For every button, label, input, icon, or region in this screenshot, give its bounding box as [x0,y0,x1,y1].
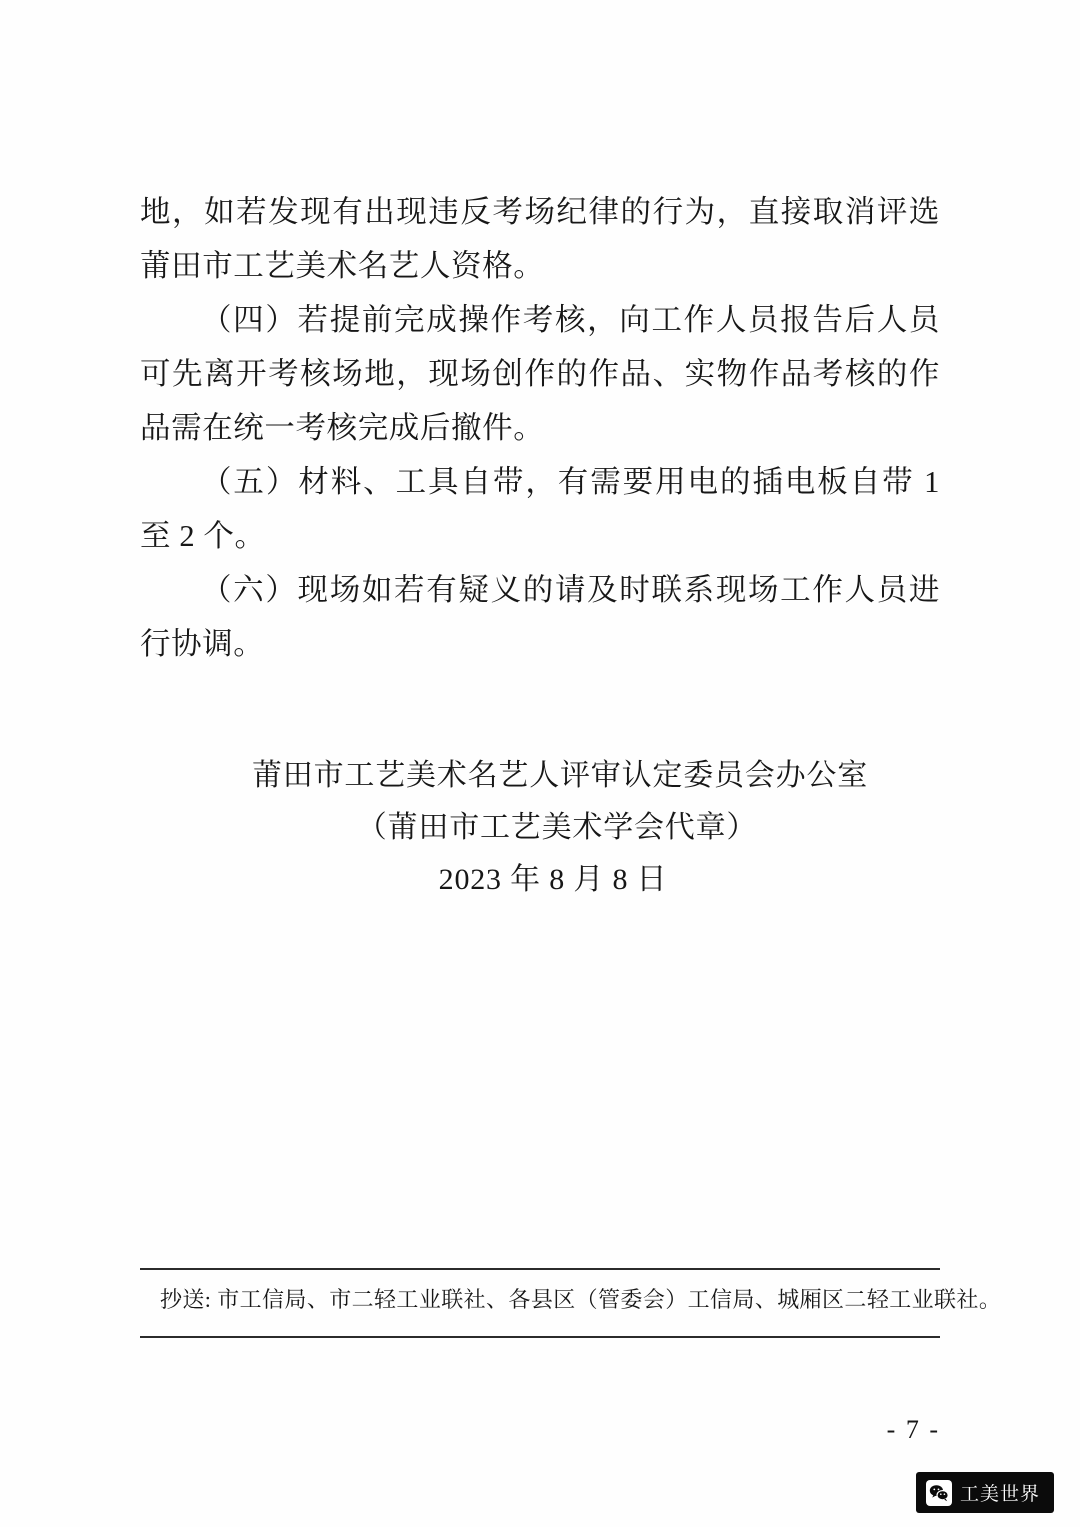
signature-organization: 莆田市工艺美术名艺人评审认定委员会办公室 [252,759,868,792]
wechat-icon [926,1480,952,1506]
paragraph-item-6: （六）现场如若有疑义的请及时联系现场工作人员进行协调。 [140,573,940,661]
paragraph-item-4: （四）若提前完成操作考核，向工作人员报告后人员可先离开考核场地，现场创作的作品、实物作品考核的作品需在统一考核完成后撤件。 [140,303,940,445]
footer-divider-top [140,1268,940,1270]
document-body [140,185,940,671]
paragraph-continuation: 地，如若发现有出现违反考场纪律的行为，直接取消评选莆田市工艺美术名艺人资格。 [140,195,940,283]
footer-distribution: 抄送: 市工信局、市二轻工业联社、各县区（管委会）工信局、城厢区二轻工业联社。 [160,1287,1002,1312]
signature-seal-note: （莆田市工艺美术学会代章） [356,811,758,844]
signature-block [140,750,940,906]
watermark-badge [916,1472,1054,1513]
paragraph-item-5: （五）材料、工具自带，有需要用电的插电板自带 1 至 2 个。 [140,465,940,553]
page-number: - 7 - [886,1415,940,1444]
signature-date: 2023 年 8 月 8 日 [438,863,668,896]
watermark-label: 工美世界 [959,1484,1040,1505]
footer-divider-bottom [140,1336,940,1338]
